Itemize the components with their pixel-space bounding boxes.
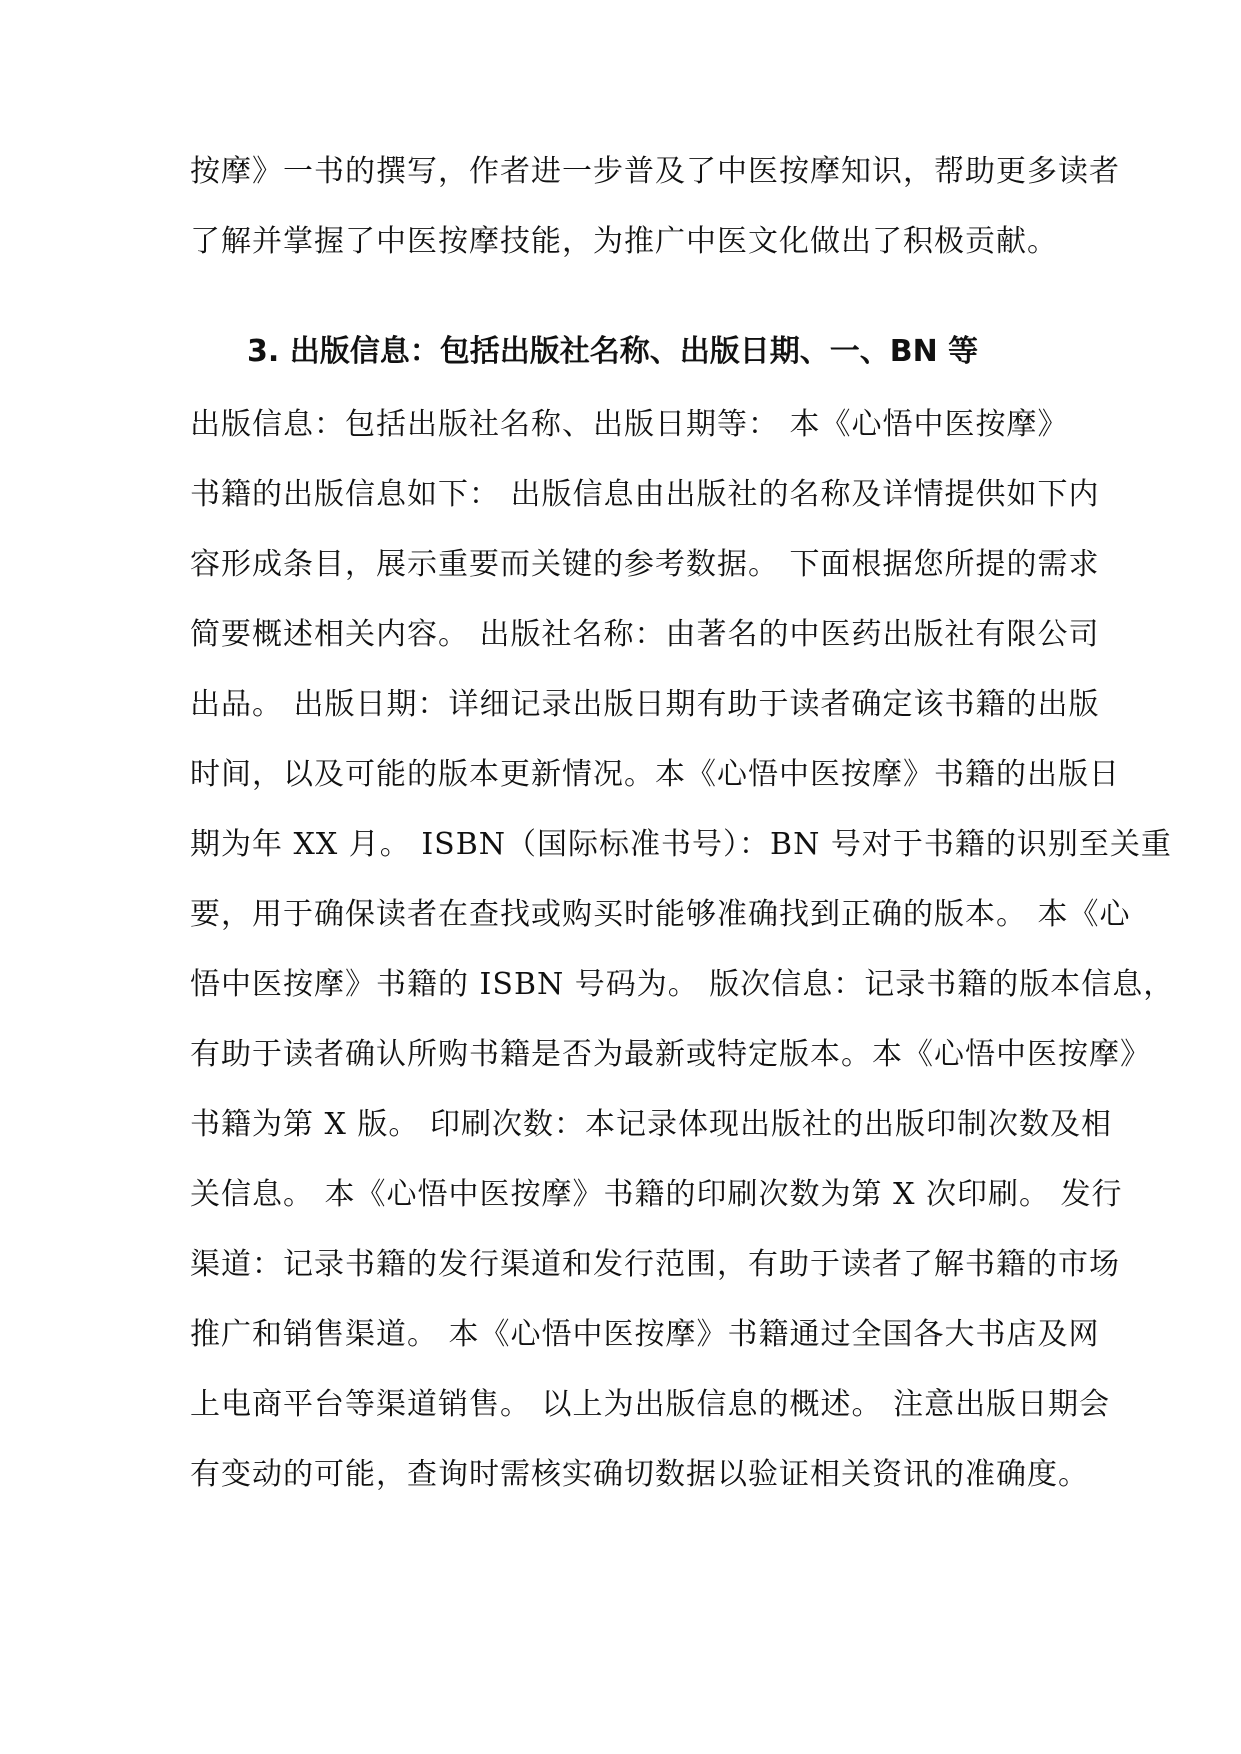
intro-line-1: 按摩》一书的撰写，作者进一步普及了中医按摩知识，帮助更多读者 (190, 154, 1120, 189)
body-line-12: 关信息。 本《心悟中医按摩》书籍的印刷次数为第 X 次印刷。 发行 (190, 1177, 1123, 1212)
body-line-1: 出版信息：包括出版社名称、出版日期等： 本《心悟中医按摩》 (190, 407, 1069, 442)
body-line-8: 要，用于确保读者在查找或购买时能够准确找到正确的版本。 本《心 (190, 897, 1131, 932)
body-line-4: 简要概述相关内容。 出版社名称：由著名的中医药出版社有限公司 (190, 617, 1100, 652)
body-line-15: 上电商平台等渠道销售。 以上为出版信息的概述。 注意出版日期会 (190, 1387, 1111, 1422)
intro-line-2: 了解并掌握了中医按摩技能，为推广中医文化做出了积极贡献。 (190, 224, 1058, 259)
body-line-13: 渠道：记录书籍的发行渠道和发行范围，有助于读者了解书籍的市场 (190, 1247, 1120, 1282)
body-line-11: 书籍为第 X 版。 印刷次数：本记录体现出版社的出版印制次数及相 (190, 1107, 1112, 1142)
body-line-14: 推广和销售渠道。 本《心悟中医按摩》书籍通过全国各大书店及网 (190, 1317, 1100, 1352)
body-line-16: 有变动的可能，查询时需核实确切数据以验证相关资讯的准确度。 (190, 1457, 1089, 1492)
body-line-5: 出品。 出版日期：详细记录出版日期有助于读者确定该书籍的出版 (190, 687, 1100, 722)
body-line-6: 时间，以及可能的版本更新情况。本《心悟中医按摩》书籍的出版日 (190, 757, 1120, 792)
body-line-2: 书籍的出版信息如下： 出版信息由出版社的名称及详情提供如下内 (190, 477, 1100, 512)
body-line-7: 期为年 XX 月。 ISBN（国际标准书号）：BN 号对于书籍的识别至关重 (190, 827, 1172, 862)
body-line-10: 有助于读者确认所购书籍是否为最新或特定版本。本《心悟中医按摩》 (190, 1037, 1151, 1072)
section-heading: 3. 出版信息：包括出版社名称、出版日期、一、BN 等 (247, 334, 979, 369)
body-line-9: 悟中医按摩》书籍的 ISBN 号码为。 版次信息：记录书籍的版本信息， (190, 967, 1175, 1002)
body-line-3: 容形成条目，展示重要而关键的参考数据。 下面根据您所提的需求 (190, 547, 1100, 582)
